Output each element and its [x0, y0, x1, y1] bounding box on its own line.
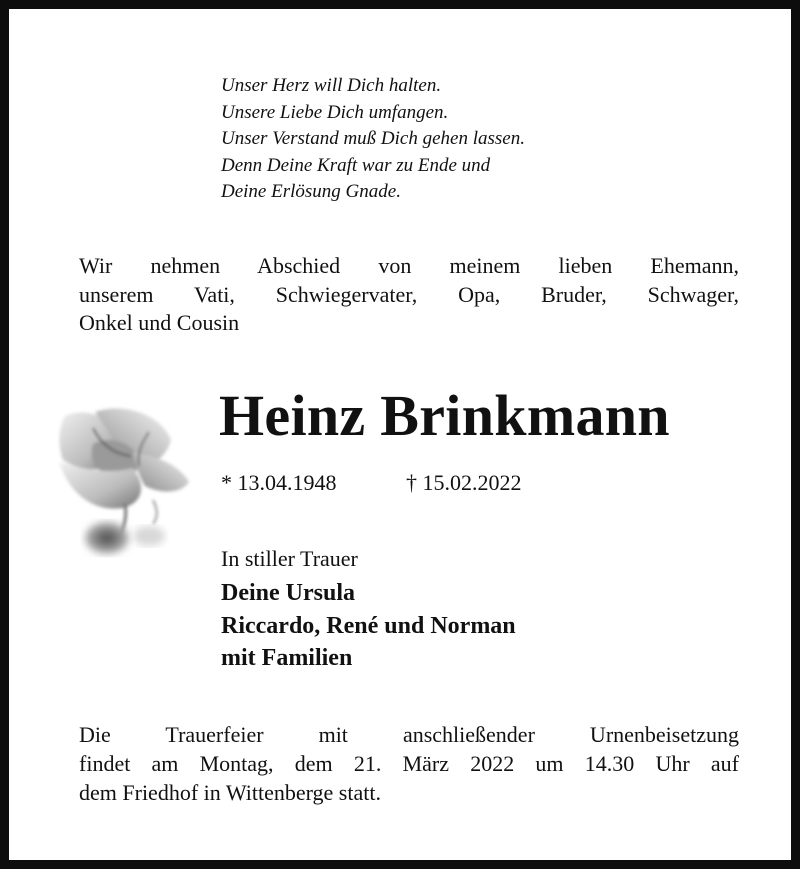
poem-line: Unser Herz will Dich halten.: [221, 75, 442, 96]
mourners-list: [221, 577, 516, 675]
poem: [221, 73, 525, 206]
service-line: dem Friedhof in Wittenberge statt.: [79, 780, 381, 805]
life-dates: [221, 469, 522, 497]
poem-line: Unsere Liebe Dich umfangen.: [221, 101, 449, 123]
poem-line: Denn Deine Kraft war zu Ende und: [221, 154, 491, 176]
mourning-label: In stiller Trauer: [221, 546, 358, 571]
mourner-line: mit Familien: [221, 645, 353, 671]
deceased-name: Heinz Brinkmann: [219, 383, 670, 448]
poem-line: Unser Verstand muß Dich gehen lassen.: [221, 128, 525, 149]
mourner-line: Deine Ursula: [221, 580, 355, 606]
farewell-line: Wir nehmen Abschied von meinem lieben Ehemann,: [79, 253, 739, 278]
service-line: Die Trauerfeier mit anschließender Urnenbeisetzung: [79, 722, 739, 747]
rose-icon: [53, 404, 193, 562]
service-notice: [79, 720, 739, 807]
poem-line: Deine Erlösung Gnade.: [221, 181, 401, 202]
farewell-text: [79, 252, 739, 338]
birth-date: * 13.04.1948: [221, 470, 337, 495]
farewell-line: unserem Vati, Schwiegervater, Opa, Bruder, Schwager,: [79, 281, 739, 307]
death-date: † 15.02.2022: [406, 470, 522, 495]
farewell-line: Onkel und Cousin: [79, 310, 240, 335]
service-line: findet am Montag, dem 21. März 2022 um 14.30 Uhr auf: [79, 751, 739, 776]
mourner-line: Riccardo, René und Norman: [221, 612, 516, 639]
